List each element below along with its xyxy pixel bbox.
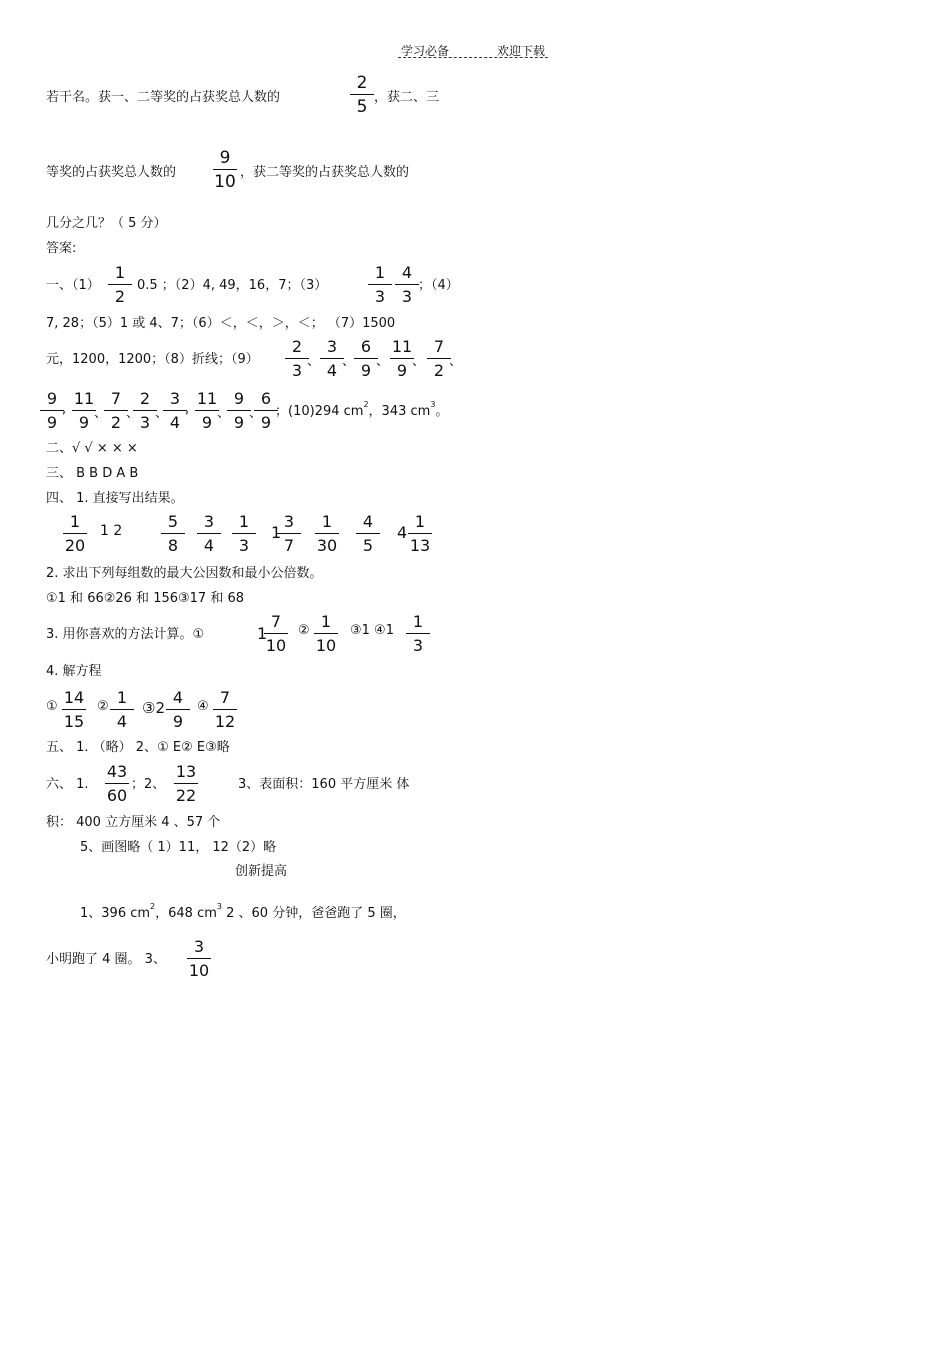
fraction-4-5: 4 5 (354, 513, 382, 555)
separator: 、 (94, 406, 108, 421)
separator: 、 (249, 406, 263, 421)
separator: 、 (155, 406, 169, 421)
fraction-11-9: 11 9 (196, 389, 218, 432)
separator: , (185, 402, 190, 417)
separator: 、 (126, 406, 140, 421)
q3-whole-1: 1 (257, 624, 268, 643)
fraction-5-8: 5 8 (159, 513, 187, 555)
section-six-line3: 5、画图略（ 1）11， 12（2）略 (80, 840, 277, 855)
fraction-2-3: 2 3 (131, 390, 159, 432)
header-right: 欢迎下载 (497, 44, 546, 58)
separator: 、 (449, 354, 463, 369)
fraction-3-4: 3 4 (318, 338, 346, 380)
separator: 、 (412, 354, 426, 369)
frac-3-10: 3 10 (188, 937, 210, 980)
problem-line-2: 等奖的占获奖总人数的 (46, 165, 177, 180)
fraction-1-20: 1 20 (64, 512, 86, 555)
fraction-2-3: 2 3 (283, 338, 311, 380)
header-left: 学习必备 (401, 44, 450, 58)
fraction-11-9: 11 9 (391, 337, 413, 380)
section-six-c: 3、表面积：160 平方厘米 体 (238, 777, 410, 792)
fraction-1-3: 1 3 (404, 613, 432, 655)
fraction-1-3: 1 3 (230, 513, 258, 555)
fraction-2-5: 2 5 (348, 74, 376, 116)
q4-mark-4: ④ (197, 699, 209, 714)
section-two: 二、√ √ × × × (46, 441, 138, 456)
q4-mark-3: ③2 (142, 699, 165, 717)
ans1-line4-end: ；(10)294 $cm^2$，343 $cm^3$。 (275, 400, 449, 419)
innovation-heading: 创新提高 (235, 864, 288, 879)
q3-mark-2: ② (298, 623, 310, 638)
section-three: 三、 B B D A B (46, 466, 139, 481)
fraction-9-10: 9 10 (214, 148, 236, 192)
fraction-6-9: 6 9 (352, 338, 380, 380)
ans1-line3: 元，1200，1200；（8）折线；（9） (46, 352, 259, 367)
section-six-line2: 积： 400 立方厘米 4 、57 个 (46, 815, 221, 830)
fraction-9-9: 9 9 (38, 390, 66, 432)
fraction-14-15: 14 15 (63, 688, 85, 731)
fraction-7-2: 7 2 (425, 338, 453, 380)
problem-line-2b: ，获二等奖的占获奖总人数的 (240, 165, 410, 180)
ans1-line2: 7, 28；（5）1 或 4、7；（6）＜，＜，＞，＜； （7）1500 (46, 316, 396, 331)
fraction-1-30: 1 30 (316, 512, 338, 555)
problem-line-3: 几分之几？（ 5 分） (46, 216, 167, 231)
fraction-6-9: 6 9 (252, 390, 280, 432)
innovation-line1: 1、396 $cm^2$，648 $cm^3$ 2 、60 分钟，爸爸跑了 5 圈， (80, 902, 406, 921)
fraction-3-7: 3 7 (275, 513, 303, 555)
fraction-3-4: 3 4 (195, 513, 223, 555)
fraction-13-22: 13 22 (175, 762, 197, 805)
q2-answer: ①1 和 66②26 和 156③17 和 68 (46, 591, 245, 606)
problem-line-1: 若干名。获一、二等奖的占获奖总人数的 (46, 90, 281, 105)
problem-line-1b: ，获二、三 (374, 90, 440, 105)
q4-title: 4. 解方程 (46, 664, 102, 679)
fraction-1-13: 1 13 (409, 512, 431, 555)
answer-heading: 答案: (46, 241, 77, 256)
section-six-b: ；2、 (131, 777, 166, 792)
fraction-7-2: 7 2 (102, 390, 130, 432)
separator: , (62, 402, 67, 417)
separator: 、 (307, 354, 321, 369)
section-four: 四、 1. 直接写出结果。 (46, 491, 184, 506)
fraction-7-12: 7 12 (214, 688, 236, 731)
frac-1-3: 1 3 (366, 264, 394, 306)
header-rule (398, 57, 548, 58)
separator: 、 (376, 354, 390, 369)
q3-title: 3. 用你喜欢的方法计算。① (46, 627, 205, 642)
ans1-a: 一、（1） (46, 278, 100, 293)
results-mixed-1: 1 (271, 523, 282, 542)
ans1-b: 0.5 ；（2）4, 49，16，7；（3） (137, 278, 328, 293)
section-six-a: 六、 1. (46, 777, 89, 792)
frac-4-3: 4 3 (393, 264, 421, 306)
fraction-3-4: 3 4 (161, 390, 189, 432)
fraction-1-10: 1 10 (315, 612, 337, 655)
frac-1-2: 1 2 (106, 264, 134, 306)
fraction-7-10: 7 10 (265, 612, 287, 655)
fraction-9-9: 9 9 (225, 390, 253, 432)
fraction-4-9: 4 9 (164, 689, 192, 731)
q3-mark-3-4: ③1 ④1 (350, 623, 394, 638)
q2-title: 2. 求出下列每组数的最大公因数和最小公倍数。 (46, 566, 323, 581)
q4-mark-1: ① (46, 699, 58, 714)
fraction-1-4: 1 4 (108, 689, 136, 731)
ans1-c: ；（4） (418, 278, 459, 293)
separator: 、 (342, 354, 356, 369)
fraction-11-9: 11 9 (73, 389, 95, 432)
q4-mark-2: ② (97, 699, 109, 714)
innovation-line2: 小明跑了 4 圈。 3、 (46, 952, 166, 967)
separator: 、 (217, 406, 231, 421)
results-1-2: 1 2 (100, 523, 123, 539)
fraction-43-60: 43 60 (106, 762, 128, 805)
results-mixed-4: 4 (397, 523, 408, 542)
section-five: 五、 1. （略） 2、① E② E③略 (46, 740, 230, 755)
